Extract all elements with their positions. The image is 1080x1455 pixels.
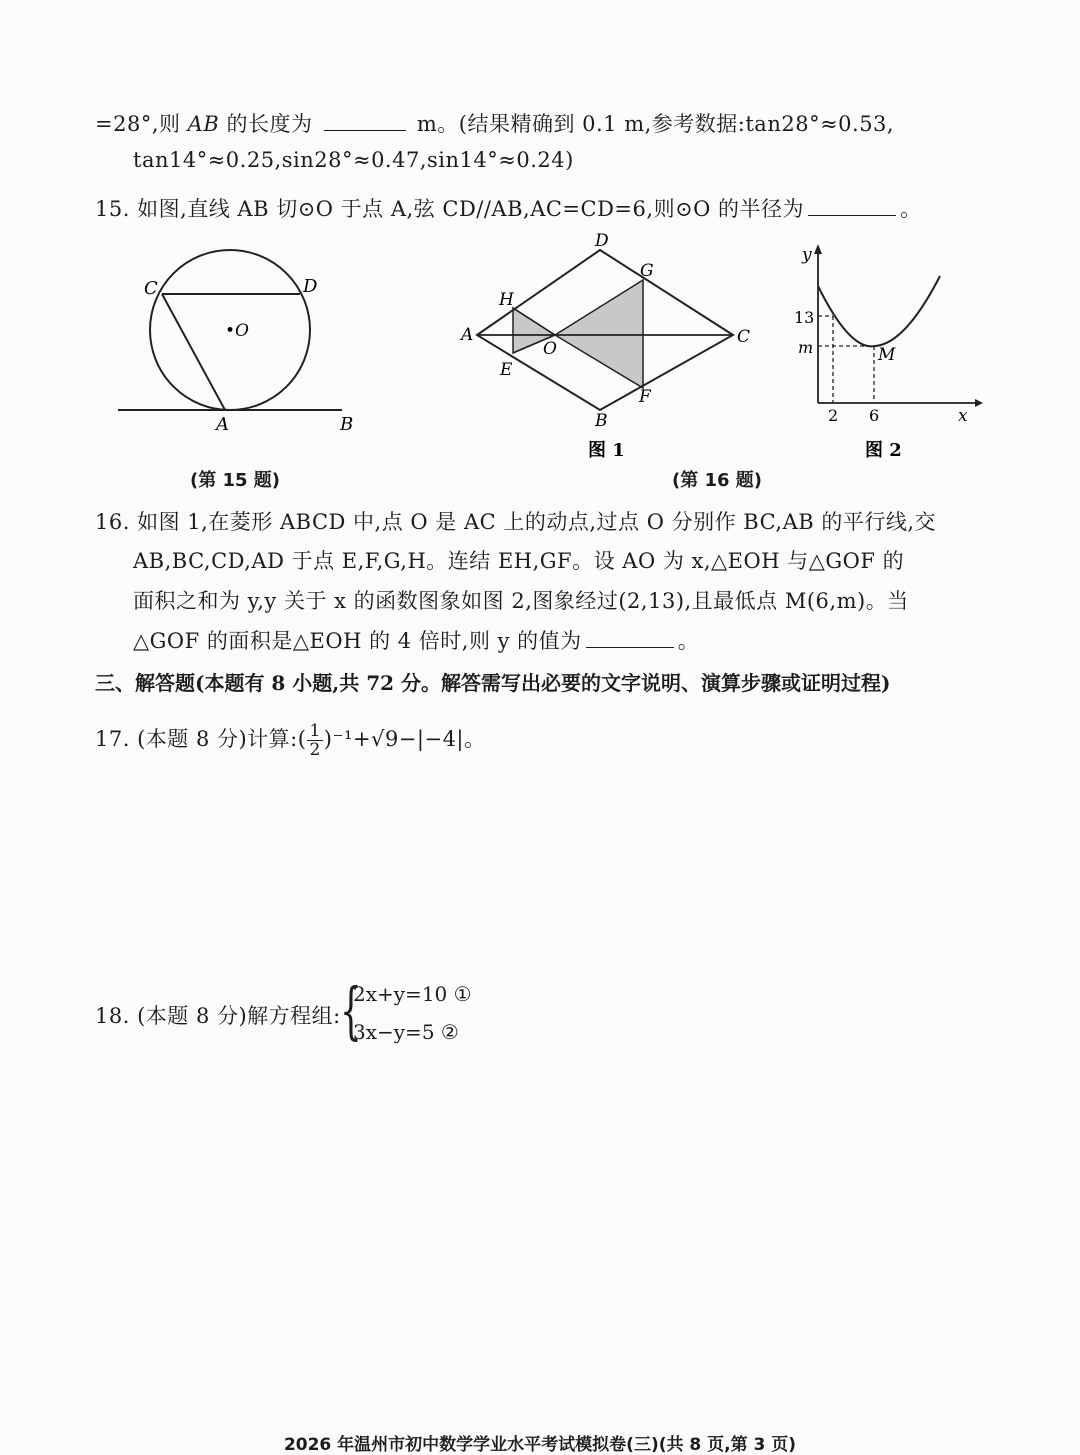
label-o: •O	[225, 321, 249, 341]
function-curve	[818, 276, 940, 346]
fig1-caption: 图 1	[588, 440, 625, 461]
label-13: 13	[794, 308, 815, 327]
system-brace: {	[340, 974, 362, 1047]
chord-ac	[162, 294, 225, 410]
q16-caption: (第 16 题)	[672, 470, 763, 491]
label-point-m: M	[878, 345, 896, 365]
q16-figure-1	[455, 228, 765, 463]
q15-figure	[110, 240, 370, 450]
label-c: C	[144, 278, 158, 299]
q15-question: 15. 如图,直线 AB 切⊙O 于点 A,弦 CD//AB,AC=CD=6,则⊙O 的半径为 。	[95, 197, 922, 221]
q14-line-1: =28°,则 AB 的长度为 m。(结果精确到 0.1 m,参考数据:tan28°≈0.53,	[95, 112, 895, 136]
q18-question: 18. (本题 8 分)解方程组:	[95, 1004, 341, 1028]
q14-answer-blank[interactable]	[324, 129, 406, 131]
page-footer: 2026 年温州市初中数学学业水平考试模拟卷(三)(共 8 页,第 3 页)	[283, 1435, 797, 1455]
label-b: B	[595, 411, 608, 431]
q18-equation-2: 3x−y=5 ②	[353, 1020, 459, 1044]
q15-answer-blank[interactable]	[808, 214, 896, 216]
label-e: E	[500, 360, 513, 380]
label-o: O	[543, 339, 557, 359]
y-axis-arrow-icon	[814, 244, 822, 254]
label-b: B	[340, 414, 354, 435]
q17-question: 17. (本题 8 分)计算:( $\frac{1}{2}$ )⁻¹+√9−|−4|。	[95, 721, 486, 760]
q16-line-1: 16. 如图 1,在菱形 ABCD 中,点 O 是 AC 上的动点,过点 O 分别作 BC,AB 的平行线,交	[95, 510, 937, 534]
label-x: x	[958, 406, 968, 426]
label-h: H	[499, 290, 514, 310]
label-y: y	[802, 245, 812, 265]
label-m: m	[798, 338, 814, 357]
label-c: C	[737, 327, 751, 347]
x-axis-arrow-icon	[975, 399, 983, 407]
label-6: 6	[869, 406, 880, 425]
fraction-half: $\frac{1}{2}$	[309, 721, 321, 760]
q16-line-4: △GOF 的面积是△EOH 的 4 倍时,则 y 的值为 。	[133, 629, 700, 653]
section-3-heading: 三、解答题(本题有 8 小题,共 72 分。解答需写出必要的文字说明、演算步骤或证明过程)	[95, 671, 891, 695]
q16-figure-2	[790, 236, 990, 461]
label-g: G	[640, 261, 654, 281]
q16-line-3: 面积之和为 y,y 关于 x 的函数图象如图 2,图象经过(2,13),且最低点 M(6,m)。当	[133, 589, 909, 613]
q18-equation-1: 2x+y=10 ①	[353, 982, 472, 1006]
label-d: D	[595, 231, 609, 251]
q15-caption: (第 15 题)	[190, 470, 281, 491]
label-f: F	[639, 387, 651, 407]
triangle-gof	[555, 280, 643, 388]
label-a: A	[461, 325, 474, 345]
label-a: A	[216, 414, 229, 435]
q14-line-2: tan14°≈0.25,sin28°≈0.47,sin14°≈0.24)	[133, 148, 574, 172]
label-2: 2	[828, 406, 839, 425]
q16-line-2: AB,BC,CD,AD 于点 E,F,G,H。连结 EH,GF。设 AO 为 x,△EOH 与△GOF 的	[133, 549, 905, 573]
label-d: D	[303, 276, 318, 297]
fig2-caption: 图 2	[865, 440, 902, 461]
q16-answer-blank[interactable]	[586, 646, 674, 648]
